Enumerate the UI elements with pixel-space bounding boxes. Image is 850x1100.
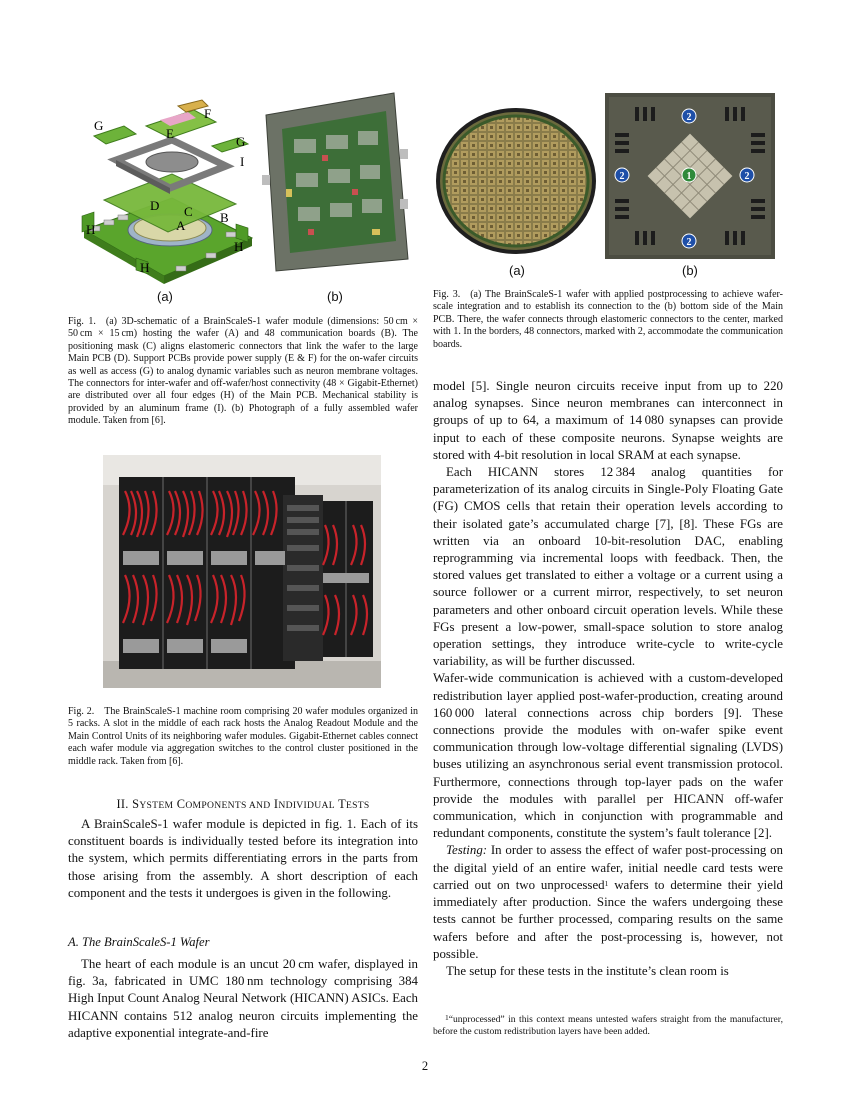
fig3-marker-center: 1 <box>686 171 692 182</box>
communication-paragraph: Wafer-wide communication is achieved with a custom-developed redistribution layer applied post-wafer-production, creating around 160 000 lateral connections across chip borders [9]. These connections provide the modules with on-wafer spike event communication through low-voltage differential signaling (LVDS) buses utilizing an asynchronous serial event transmission protocol. Furthermore, connections through top-layer pads on the wafer provide the modules with parallel per HICANN off-wafer communication, which in conjunction with programmable and redundant components, constitute the system’s fault tolerance [2]. <box>433 671 783 841</box>
testing-paragraph: Testing: In order to assess the effect of wafer post-processing on the digital yield of an entire wafer, initial needle card tests were carried out on two unprocessed$^1$ wafers to determine their yield immediately after production. Since the wafers undergoing these tests cannot be further processed, comparing results on the same wafers before and after the post-processing is, however, not possible. <box>433 843 783 961</box>
fig1-label-h1: H <box>86 222 96 237</box>
fig3-caption: Fig. 3. (a) The BrainScaleS-1 wafer with applied postprocessing to achieve wafer-scale integration and to establish its connection to the (b) bottom side of the Main PCB. There, the wafer connects through elastomeric connectors to the center, marked with 1. In the borders, 48 connectors, marked with 2, accommodate the communication boards. <box>433 289 783 350</box>
fig1b-sublabel: (b) <box>327 289 343 304</box>
section-heading: II. SYSTEM COMPONENTS AND INDIVIDUAL TESTS <box>116 797 370 811</box>
wafer-paragraph: The heart of each module is an uncut 20 cm wafer, displayed in fig. 3a, fabricated in UMC 180 nm technology comprising 384 High Input Count Analog Neural Network (HICANN) ASICs. Each HICANN contains 512 analog neuron circuits implementing the adaptive exponential integrate-and-fire <box>68 957 418 1040</box>
fig1-label-f: F <box>204 106 212 121</box>
fig1-label-g1: G <box>94 118 104 133</box>
fig1-label-d: D <box>150 198 160 213</box>
model-paragraph: model [5]. Single neuron circuits receive input from up to 220 analog synapses. Since neuron membranes can interconnect in groups of up to 64, a maximum of 14 080 synapses can provide input to each of these composite neurons. Synapse weights are stored with 4-bit resolution in local SRAM at each synapse. <box>433 379 783 462</box>
fig1-label-h3: H <box>140 260 150 275</box>
fig3-marker-top: 2 <box>686 112 692 123</box>
fig1-label-c: C <box>184 204 193 219</box>
section2-paragraph: A BrainScaleS-1 wafer module is depicted in fig. 1. Each of its constituent boards is individually tested before its integration into the system, which permits differentiating errors in the parts from those arising from the assembly. A short description of each component and the tests it undergoes is given in the following. <box>68 817 418 900</box>
setup-paragraph: The setup for these tests in the institute’s clean room is <box>446 963 729 978</box>
fig3a-wafer-photo <box>433 105 599 257</box>
page-number: 2 <box>421 1059 429 1073</box>
fig3b-sublabel: (b) <box>682 263 698 278</box>
fig1-label-e: E <box>166 126 174 141</box>
floating-gate-paragraph: Each HICANN stores 12 384 analog quantities for parameterization of its analog circuits in Single-Poly Floating Gate (FG) CMOS cells that retain their operation levels according to their isolated gate’s accumulated charge [7], [8]. These FGs are written via an onboard 10-bit-resolution DAC, enabling reprogramming via incremental loops with feedback. Then, the stored values get translated to either a voltage or a current using a source follower or a current mirror, respectively, to set neuron parameters and other onboard circuit operation levels. While these FGs present a low-power, small-space solution to store analog operation settings, they introduce write-cycle to write-cycle variability, as will be further discussed. <box>433 465 783 669</box>
fig1a-schematic <box>76 98 258 284</box>
fig1-label-h2: H <box>234 239 244 254</box>
fig2-machine-room-photo <box>103 455 381 688</box>
fig1-label-b: B <box>220 210 229 225</box>
fig1a-sublabel: (a) <box>157 289 173 304</box>
fig1-label-g2: G <box>236 134 246 149</box>
fig3-marker-right: 2 <box>744 171 750 182</box>
fig3-marker-left: 2 <box>619 171 625 182</box>
fig3-marker-bottom: 2 <box>686 237 692 248</box>
fig1-label-i: I <box>240 154 245 169</box>
fig1b-module-photo <box>262 89 410 273</box>
fig2-caption: Fig. 2. The BrainScaleS-1 machine room comprising 20 wafer modules organized in 5 racks. A slot in the middle of each rack hosts the Analog Readout Module and the Main Control Units of its neighboring wafer modules. Gigabit-Ethernet cables connect each wafer module via aggregation switches to the control cluster positioned in the middle rack. Taken from [6]. <box>68 706 418 767</box>
fig1-caption: Fig. 1. (a) 3D-schematic of a BrainScaleS-1 wafer module (dimensions: 50 cm × 50 cm × 15 cm) hosting the wafer (A) and 48 communication boards (B). The positioning mask (C) aligns elastomeric connectors that link the wafer to the large Main PCB (D). Support PCBs provide power supply (E & F) for the on-wafer circuits as well as access (G) to analog dynamic variables such as neuron membrane voltages. The connectors for inter-wafer and off-wafer/host connectivity (48 × Gigabit-Ethernet) are distributed over all four edges (H) of the Main PCB. Mechanical stability is provided by an aluminum frame (I). (b) Photograph of a fully assembled wafer module. Taken from [6]. <box>68 316 418 427</box>
fig3a-sublabel: (a) <box>509 263 525 278</box>
fig1-label-a: A <box>176 218 186 233</box>
footnote: $^1$“unprocessed” in this context means untested wafers straight from the manufacturer, before the custom redistribution layers have been added. <box>433 1013 783 1037</box>
subsection-heading: A. The BrainScaleS-1 Wafer <box>68 935 210 949</box>
footnote-ref[interactable]: 1 <box>604 878 609 888</box>
fig3b-pcb-bottom-photo <box>605 93 775 259</box>
